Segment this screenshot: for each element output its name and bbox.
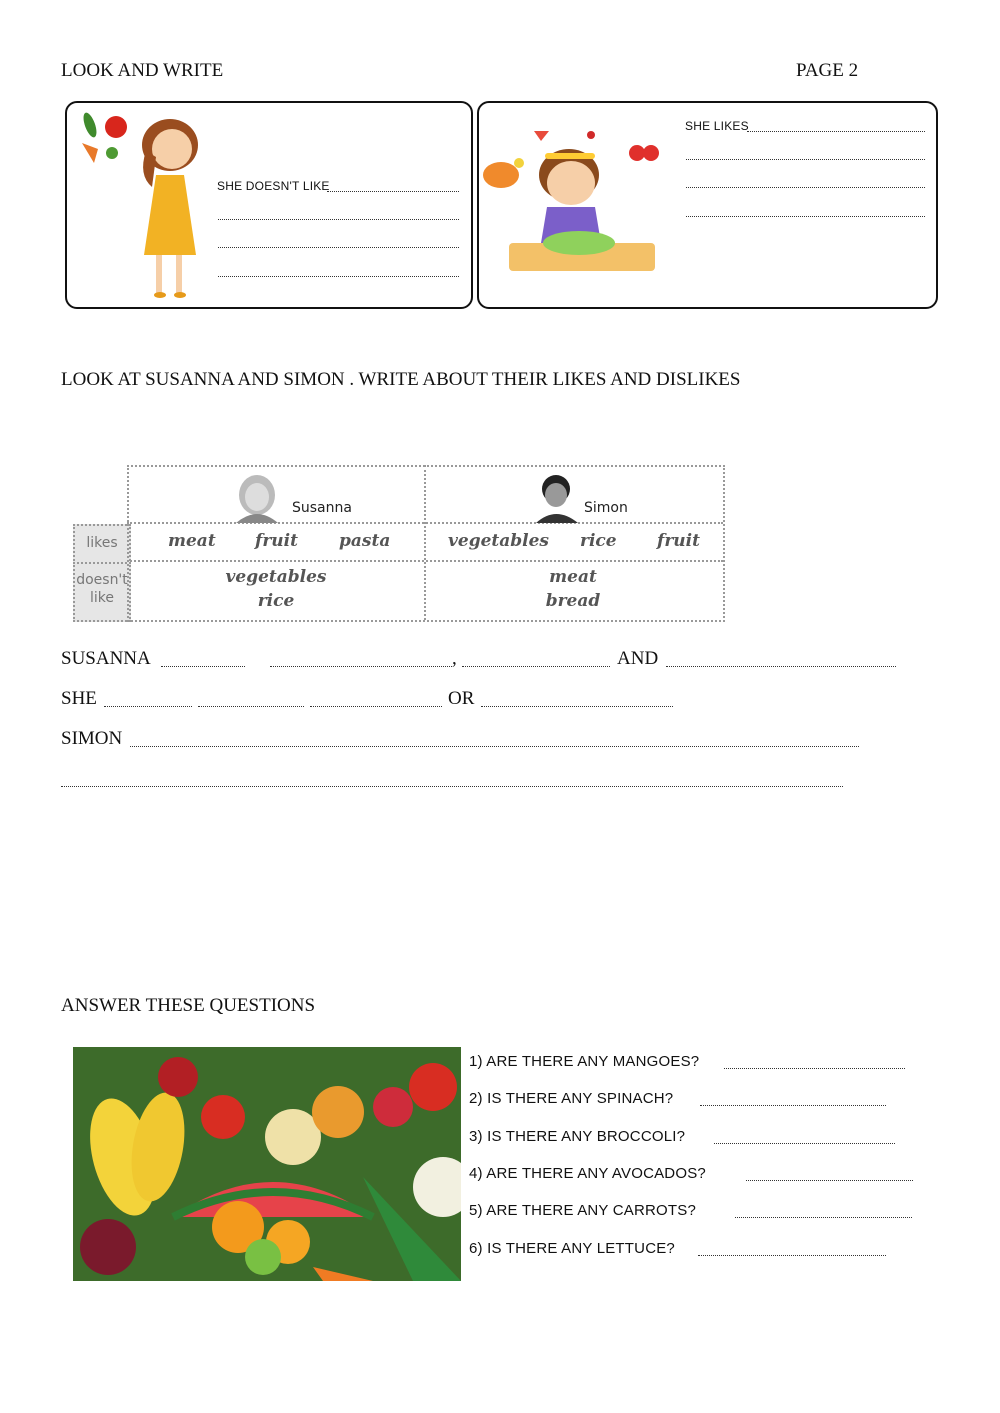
fruit-vegetable-photo (73, 1047, 461, 1281)
section-title: LOOK AT SUSANNA AND SIMON . WRITE ABOUT THEIR LIKES AND DISLIKES (61, 369, 741, 390)
like-prompt: SHE LIKES (685, 119, 749, 133)
answer-line[interactable] (310, 706, 442, 707)
answer-line[interactable] (161, 666, 245, 667)
section-title: ANSWER THESE QUESTIONS (61, 995, 316, 1016)
simon-like-item: fruit (657, 531, 700, 551)
sentence-start-simon: SIMON (61, 728, 123, 749)
row-label-doesnt-like: doesn't like (73, 562, 131, 622)
dislike-box (65, 101, 473, 309)
susanna-dislike-item: rice (257, 591, 295, 611)
susanna-like-item: meat (168, 531, 216, 551)
simon-name: Simon (584, 500, 628, 516)
simon-photo (534, 469, 580, 523)
answer-line[interactable] (724, 1068, 905, 1069)
simon-dislike-item: meat (549, 567, 597, 587)
comma: , (452, 648, 457, 669)
page-number: PAGE 2 (796, 60, 859, 81)
answer-line[interactable] (198, 706, 304, 707)
answer-line[interactable] (686, 216, 925, 217)
answer-line[interactable] (61, 786, 843, 787)
answer-line[interactable] (747, 131, 925, 132)
susanna-like-item: pasta (339, 531, 391, 551)
answer-line[interactable] (481, 706, 673, 707)
answer-line[interactable] (686, 159, 925, 160)
answer-line[interactable] (327, 191, 459, 192)
question: 4) ARE THERE ANY AVOCADOS? (469, 1165, 706, 1182)
answer-line[interactable] (746, 1180, 913, 1181)
simon-dislike-item: bread (545, 591, 601, 611)
question: 5) ARE THERE ANY CARROTS? (469, 1202, 697, 1219)
answer-line[interactable] (218, 247, 459, 248)
answer-line[interactable] (130, 746, 859, 747)
word-and: AND (617, 648, 659, 669)
sentence-start-susanna: SUSANNA (61, 648, 151, 669)
page-title: LOOK AND WRITE (61, 60, 224, 81)
girl-eating-fruit-illustration (479, 113, 679, 293)
answer-line[interactable] (686, 187, 925, 188)
question: 1) ARE THERE ANY MANGOES? (469, 1053, 700, 1070)
answer-line[interactable] (104, 706, 192, 707)
sentence-start-she: SHE (61, 688, 97, 709)
susanna-name: Susanna (292, 500, 352, 516)
simon-like-item: vegetables (448, 531, 549, 551)
answer-line[interactable] (462, 666, 610, 667)
question: 3) IS THERE ANY BROCCOLI? (469, 1128, 686, 1145)
answer-line[interactable] (218, 276, 459, 277)
answer-line[interactable] (666, 666, 896, 667)
dislike-prompt: SHE DOESN'T LIKE (217, 179, 330, 193)
answer-line[interactable] (735, 1217, 912, 1218)
row-label-likes: likes (73, 524, 131, 564)
answer-line[interactable] (714, 1143, 895, 1144)
answer-line[interactable] (270, 666, 452, 667)
like-box (477, 101, 938, 309)
susanna-like-item: fruit (255, 531, 298, 551)
question: 2) IS THERE ANY SPINACH? (469, 1090, 674, 1107)
answer-line[interactable] (218, 219, 459, 220)
susanna-photo (232, 469, 282, 523)
question: 6) IS THERE ANY LETTUCE? (469, 1240, 675, 1257)
girl-disgusted-illustration (72, 105, 222, 305)
answer-line[interactable] (700, 1105, 886, 1106)
word-or: OR (448, 688, 475, 709)
simon-like-item: rice (580, 531, 617, 551)
susanna-dislike-item: vegetables (225, 567, 327, 587)
answer-line[interactable] (698, 1255, 886, 1256)
